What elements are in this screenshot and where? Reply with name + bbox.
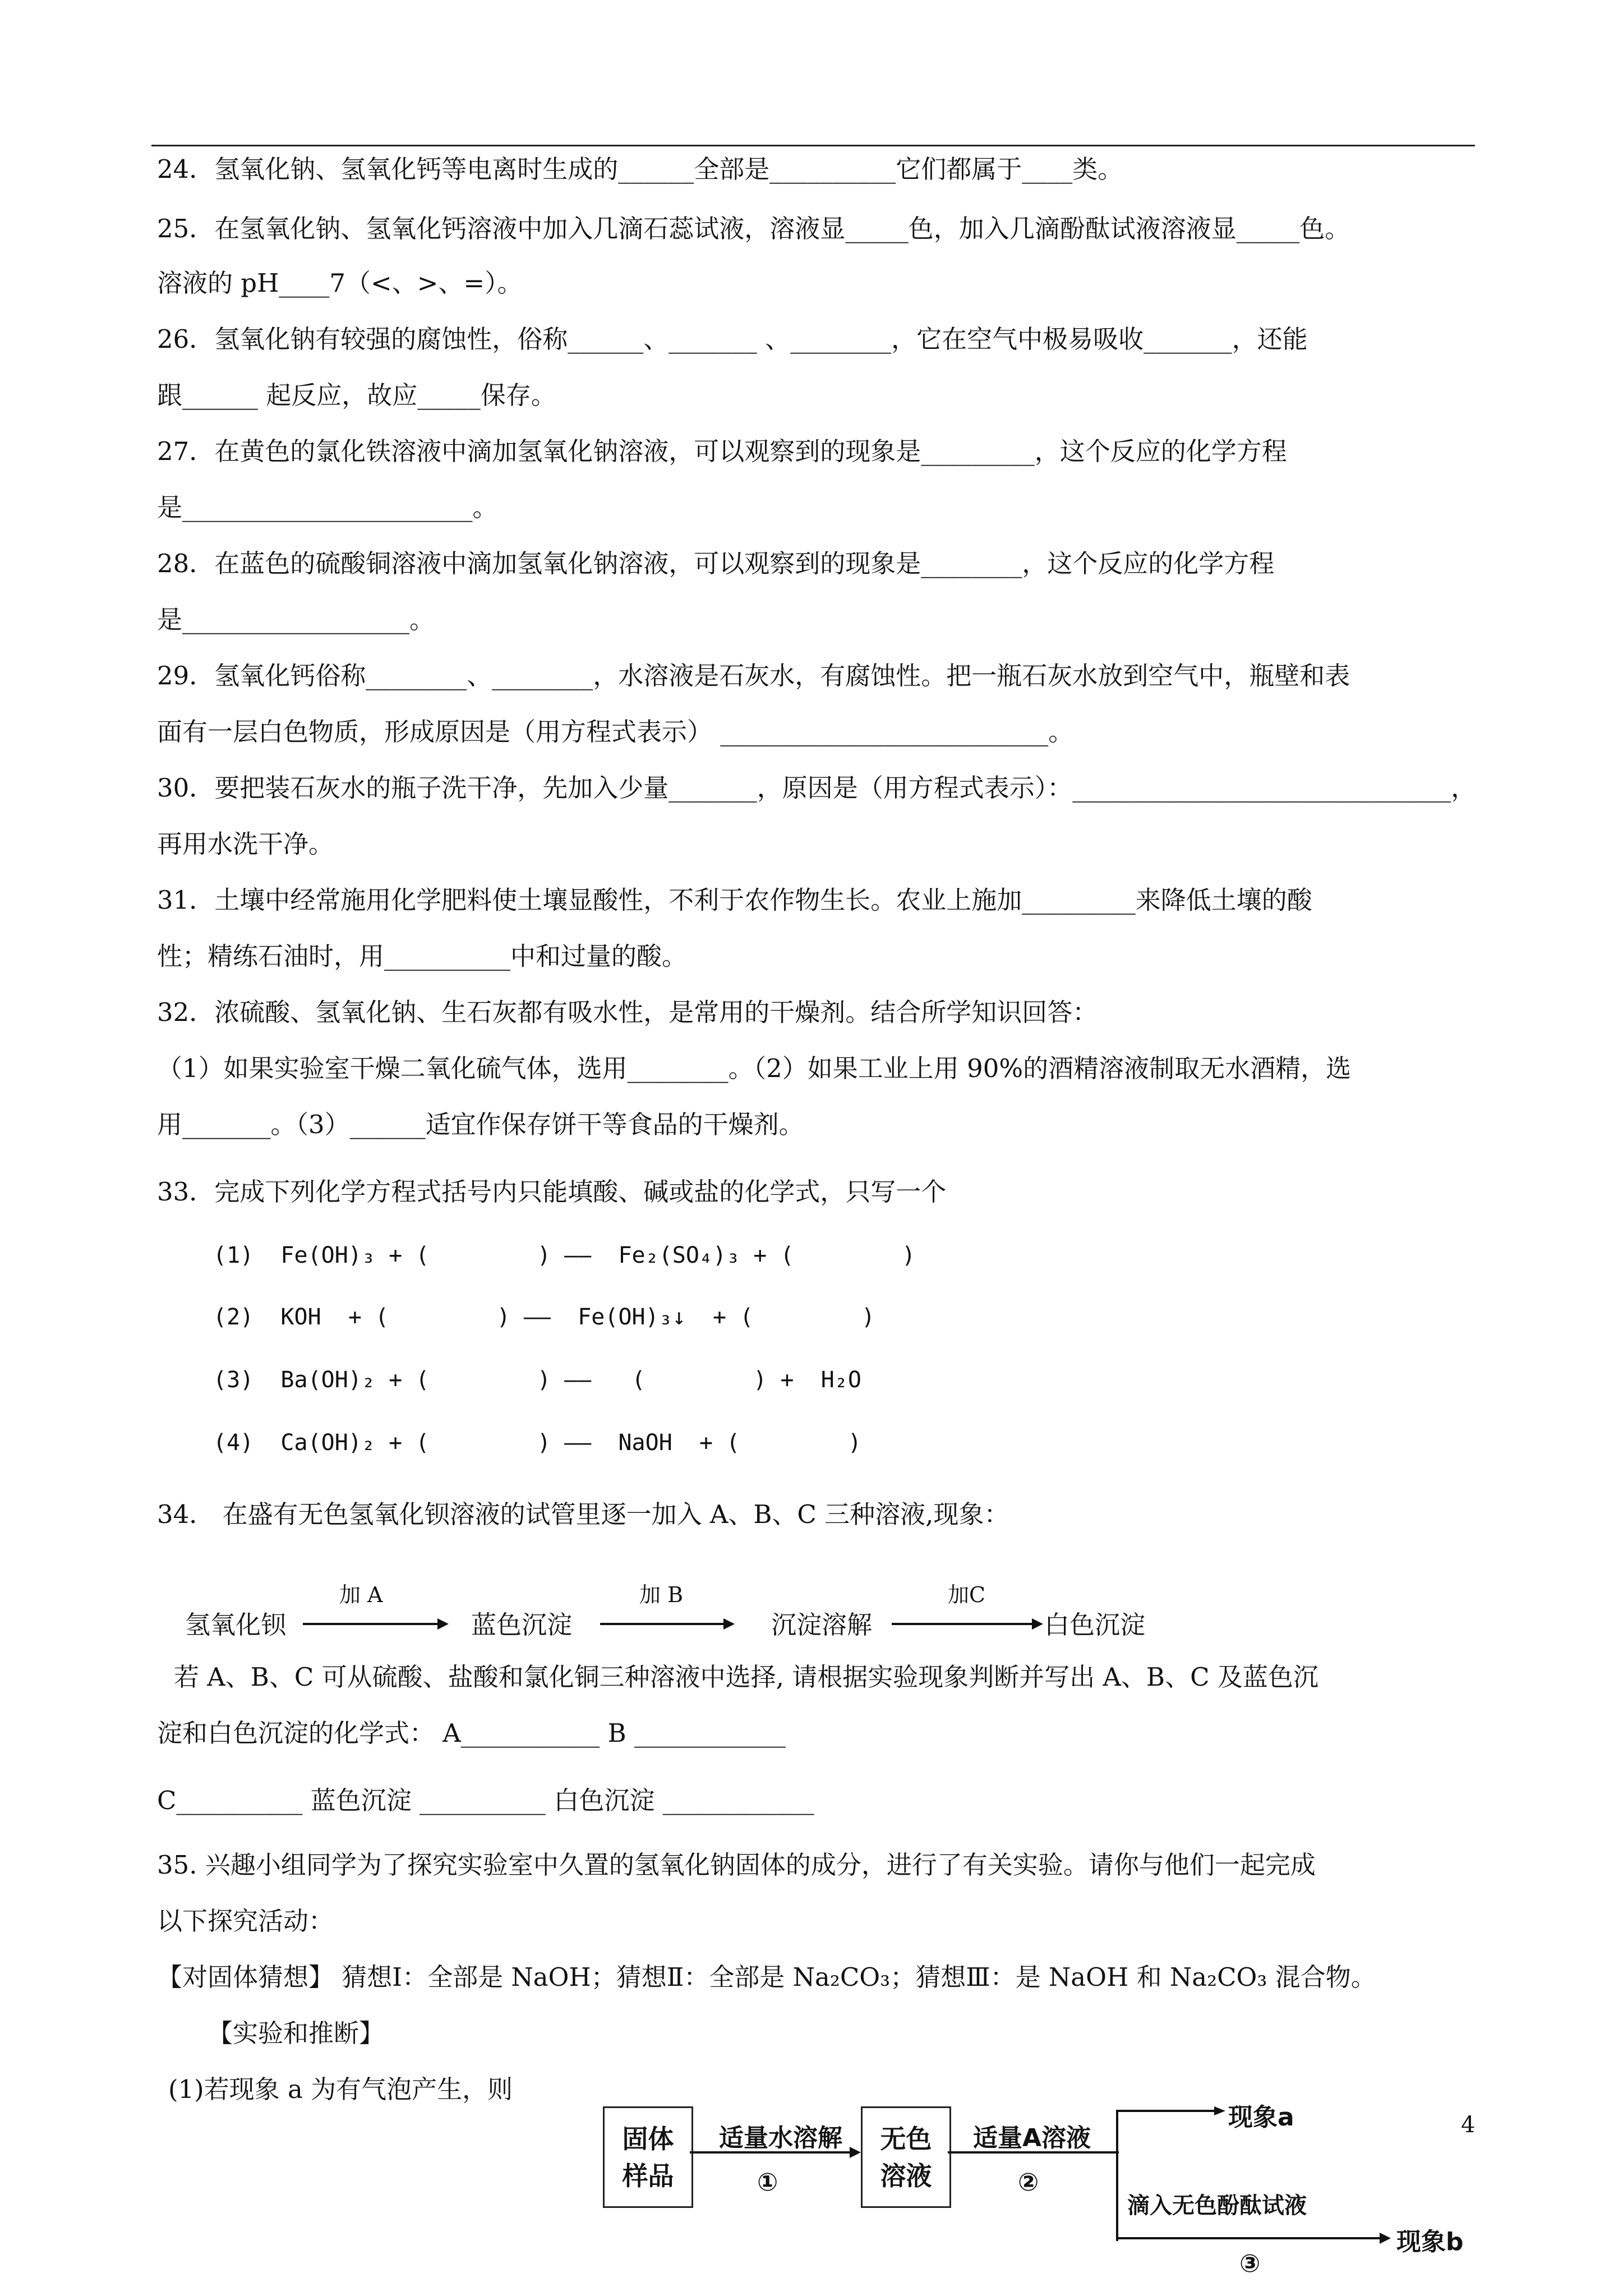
q27-line-1: 27．在黄色的氯化铁溶液中滴加氢氧化钠溶液，可以观察到的现象是_________，这个反应的化学方程 (157, 436, 1287, 466)
q35-line-4: 【实验和推断】 (208, 2018, 385, 2048)
q31-line-2: 性；精练石油时，用__________中和过量的酸。 (157, 941, 688, 971)
q29-line-2: 面有一层白色物质，形成原因是（用方程式表示） __________________________。 (157, 717, 1074, 747)
arrow-right-icon (1116, 2230, 1391, 2247)
flow-arrow-label-3: 加C (948, 1582, 986, 1607)
arrow-right-icon (600, 1616, 735, 1632)
equation-4: (4) Ca(OH)₂ + ( ) —— NaOH + ( ) (213, 1430, 861, 1456)
flow-stage-2: 蓝色沉淀 (471, 1610, 573, 1640)
q34-line: 34． 在盛有无色氢氧化钡溶液的试管里逐一加入 A、B、C 三种溶液,现象： (157, 1499, 1009, 1529)
q26-line-1: 26．氢氧化钠有较强的腐蚀性，俗称______、_______ 、________，它在空气中极易吸收_______，还能 (157, 324, 1308, 354)
q28-line-2: 是__________________。 (157, 605, 435, 634)
step3-number: ③ (1239, 2249, 1261, 2278)
step1-label: 适量水溶解 (719, 2124, 842, 2152)
q35-line-5: (1)若现象 a 为有气泡产生，则 (168, 2074, 513, 2104)
solid-sample-box: 固体 样品 (603, 2106, 693, 2208)
q33-line: 33．完成下列化学方程式括号内只能填酸、碱或盐的化学式，只写一个 (157, 1177, 947, 1207)
q34-line-2: 若 A、B、C 可从硫酸、盐酸和氯化铜三种溶液中选择, 请根据实验现象判断并写出 A、B、C 及蓝色沉 (174, 1662, 1318, 1692)
q27-line-2: 是_______________________。 (157, 493, 498, 522)
header-rule (151, 145, 1475, 146)
q35-line-3: 【对固体猜想】 猜想Ⅰ：全部是 NaOH；猜想Ⅱ：全部是 Na₂CO₃；猜想Ⅲ：是 NaOH 和 Na₂CO₃ 混合物。 (157, 1962, 1376, 1992)
step2-label: 适量A溶液 (973, 2124, 1091, 2152)
page-number: 4 (1461, 2112, 1476, 2138)
step3-label: 滴入无色酚酞试液 (1127, 2193, 1307, 2219)
q24-line: 24．氢氧化钠、氢氧化钙等电离时生成的______全部是__________它们都属于____类。 (157, 154, 1123, 184)
q32-line-3: 用_______。（3）______适宜作保存饼干等食品的干燥剂。 (157, 1110, 804, 1139)
arrow-right-icon (690, 2144, 861, 2161)
observation-a: 现象a (1228, 2103, 1294, 2132)
q32-line-2: （1）如果实验室干燥二氧化硫气体，选用________。（2）如果工业上用 90%的酒精溶液制取无水酒精，选 (157, 1053, 1352, 1083)
flow-arrow-label-1: 加 A (339, 1582, 383, 1607)
step1-number: ① (757, 2168, 778, 2197)
q25-line-1: 25．在氢氧化钠、氢氧化钙溶液中加入几滴石蕊试液，溶液显_____色，加入几滴酚酞试液溶液显_____色。 (157, 214, 1350, 243)
step2-number: ② (1018, 2168, 1039, 2197)
q35-line-1: 35. 兴趣小组同学为了探究实验室中久置的氢氧化钠固体的成分，进行了有关实验。请你与他们一起完成 (157, 1850, 1316, 1880)
q29-line-1: 29．氢氧化钙俗称________、________，水溶液是石灰水，有腐蚀性。把一瓶石灰水放到空气中，瓶壁和表 (157, 661, 1350, 691)
equation-3: (3) Ba(OH)₂ + ( ) —— ( ) + H₂O (213, 1367, 861, 1393)
observation-b: 现象b (1396, 2228, 1464, 2256)
q30-line-2: 再用水洗干净。 (157, 829, 334, 859)
q34-line-4: C__________ 蓝色沉淀 __________ 白色沉淀 ____________ (157, 1786, 814, 1815)
colorless-solution-box: 无色 溶液 (861, 2106, 951, 2208)
equation-1: (1) Fe(OH)₃ + ( ) —— Fe₂(SO₄)₃ + ( ) (213, 1243, 916, 1268)
equation-2: (2) KOH + ( ) —— Fe(OH)₃↓ + ( ) (213, 1304, 875, 1330)
arrow-right-icon (892, 1616, 1043, 1632)
flow-stage-1: 氢氧化钡 (185, 1610, 287, 1640)
flow-arrow-label-2: 加 B (639, 1582, 684, 1607)
arrow-right-icon (948, 2144, 1119, 2161)
q28-line-1: 28．在蓝色的硫酸铜溶液中滴加氢氧化钠溶液，可以观察到的现象是________，这个反应的化学方程 (157, 549, 1275, 578)
q30-line-1: 30．要把装石灰水的瓶子洗干净，先加入少量_______，原因是（用方程式表示）：______________________________， (157, 773, 1477, 803)
q25-line-2: 溶液的 pH____7（<、>、=）。 (157, 268, 523, 298)
flow-stage-4: 白色沉淀 (1044, 1610, 1146, 1640)
arrow-right-icon (303, 1616, 449, 1632)
q34-line-3: 淀和白色沉淀的化学式： A___________ B ____________ (157, 1718, 786, 1748)
q35-line-2: 以下探究活动： (157, 1906, 334, 1936)
flow-stage-3: 沉淀溶解 (771, 1610, 873, 1640)
q26-line-2: 跟______ 起反应，故应_____保存。 (157, 380, 556, 410)
q32-line-1: 32．浓硫酸、氢氧化钠、生石灰都有吸水性，是常用的干燥剂。结合所学知识回答： (157, 997, 1098, 1027)
q31-line-1: 31．土壤中经常施用化学肥料使土壤显酸性，不利于农作物生长。农业上施加_________来降低土壤的酸 (157, 885, 1312, 915)
